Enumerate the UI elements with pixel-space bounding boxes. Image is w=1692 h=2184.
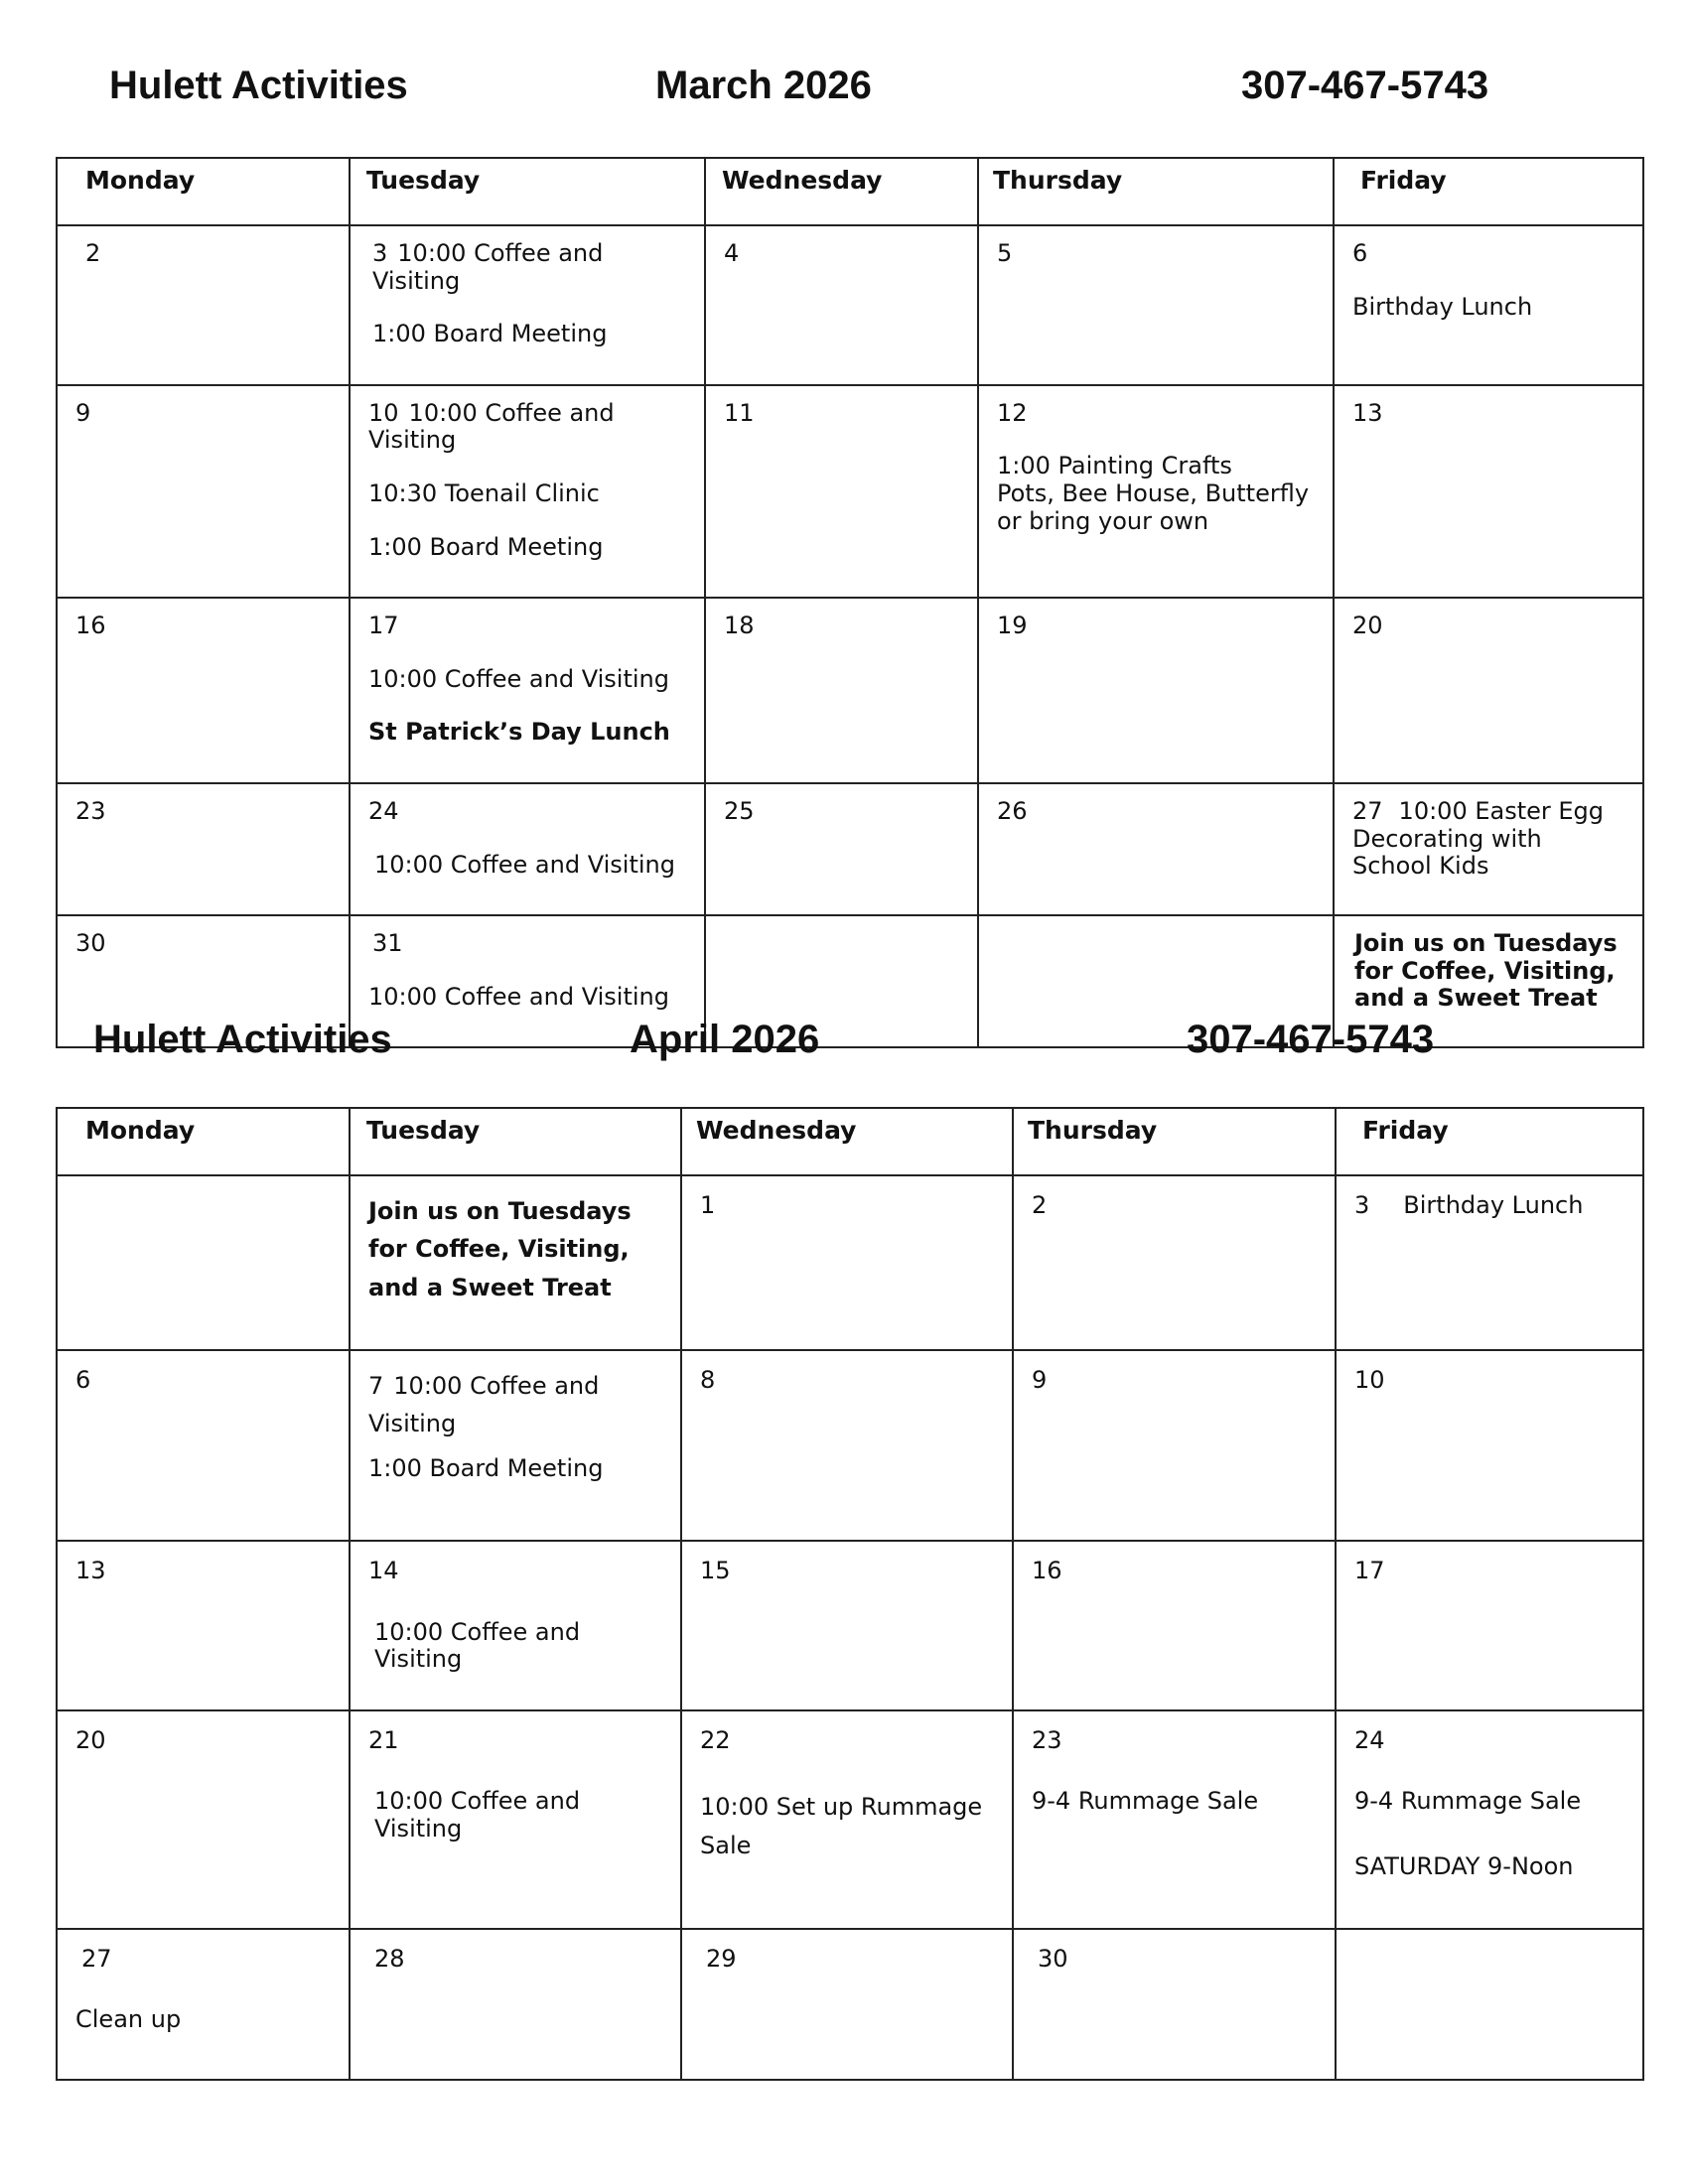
day-number: 25 — [724, 796, 755, 825]
april-weekday-header — [57, 1108, 1643, 1175]
weekly-note: Join us on Tuesdays for Coffee, Visiting, and a Sweet Treat — [368, 1197, 640, 1301]
day-cell — [681, 1929, 1013, 2080]
day-number: 27 — [81, 1944, 112, 1973]
event-text: 9-4 Rummage Sale — [1032, 1787, 1259, 1816]
march-org-title: Hulett Activities — [109, 64, 408, 107]
day-cell — [978, 385, 1334, 598]
day-cell — [350, 225, 705, 385]
weekday-wednesday: Wednesday — [705, 158, 978, 225]
event-text: 1:00 Board Meeting — [372, 320, 608, 348]
april-week-2 — [57, 1350, 1643, 1541]
event-text: 10:00 Coffee and Visiting — [374, 850, 675, 879]
weekday-monday: Monday — [57, 1108, 350, 1175]
day-cell — [1336, 1541, 1643, 1710]
april-week-3 — [57, 1541, 1643, 1710]
day-number: 20 — [75, 1725, 106, 1754]
day-cell — [705, 598, 978, 783]
event-text: Clean up — [75, 2005, 182, 2034]
day-number: 5 — [997, 239, 1013, 267]
event-text: Birthday Lunch — [1403, 1191, 1584, 1219]
day-cell — [1013, 1929, 1336, 2080]
day-cell — [705, 225, 978, 385]
day-number: 10 — [368, 398, 399, 427]
day-number: 10 — [1354, 1366, 1385, 1394]
day-cell — [1334, 225, 1643, 385]
day-number: 15 — [700, 1557, 731, 1584]
day-number: 6 — [1352, 239, 1368, 267]
day-cell — [57, 1541, 350, 1710]
event-detail: Pots, Bee House, Butterfly or bring your own — [997, 478, 1317, 535]
day-number: 7 — [368, 1372, 384, 1400]
day-cell — [57, 783, 350, 915]
day-cell — [1334, 598, 1643, 783]
day-number: 24 — [1354, 1725, 1385, 1754]
day-number: 29 — [706, 1944, 737, 1973]
day-number: 1 — [700, 1191, 716, 1219]
event-text: 1:00 Board Meeting — [368, 1453, 604, 1482]
day-number: 18 — [724, 612, 755, 640]
day-cell — [1013, 1710, 1336, 1929]
weekday-wednesday: Wednesday — [681, 1108, 1013, 1175]
event-text: 10:00 Coffee and Visiting — [372, 239, 612, 295]
day-cell — [350, 1710, 681, 1929]
day-number: 3 — [372, 239, 388, 267]
day-number: 16 — [1032, 1557, 1062, 1584]
weekday-friday: Friday — [1336, 1108, 1643, 1175]
day-cell — [978, 225, 1334, 385]
day-number: 13 — [1352, 398, 1383, 427]
march-week-3 — [57, 598, 1643, 783]
event-text: 10:00 Easter Egg Decorating with School Kids — [1352, 796, 1612, 881]
march-weekday-header — [57, 158, 1643, 225]
day-number: 4 — [724, 239, 740, 267]
april-week-5 — [57, 1929, 1643, 2080]
day-cell — [1013, 1350, 1336, 1541]
day-cell — [350, 598, 705, 783]
event-title: 1:00 Painting Crafts — [997, 452, 1232, 480]
day-number: 20 — [1352, 612, 1383, 640]
day-cell — [350, 1929, 681, 2080]
empty-cell — [1336, 1929, 1643, 2080]
event-text: 9-4 Rummage Sale — [1354, 1787, 1582, 1816]
day-cell — [57, 385, 350, 598]
day-number: 8 — [700, 1366, 716, 1394]
day-number: 22 — [700, 1725, 731, 1754]
day-number: 19 — [997, 612, 1028, 640]
event-text: Birthday Lunch — [1352, 292, 1533, 321]
march-calendar — [56, 157, 1644, 1048]
day-number: 2 — [1032, 1191, 1048, 1219]
event-text: 10:00 Coffee and Visiting — [368, 1372, 608, 1438]
event-text: 1:00 Board Meeting — [368, 532, 604, 561]
day-number: 2 — [85, 239, 101, 267]
day-number: 11 — [724, 398, 755, 427]
april-week-1 — [57, 1175, 1643, 1350]
event-text: 10:30 Toenail Clinic — [368, 478, 600, 507]
april-week-4 — [57, 1710, 1643, 1929]
event-text: 10:00 Coffee and Visiting — [374, 1787, 588, 1843]
day-cell — [1336, 1175, 1643, 1350]
day-cell — [1334, 385, 1643, 598]
april-calendar — [56, 1107, 1644, 2081]
weekday-tuesday: Tuesday — [350, 158, 705, 225]
day-cell — [57, 225, 350, 385]
event-text: 10:00 Coffee and Visiting — [368, 398, 623, 455]
march-month-title: March 2026 — [655, 64, 872, 107]
day-number: 17 — [1354, 1557, 1385, 1584]
day-cell — [978, 598, 1334, 783]
empty-cell — [57, 1175, 350, 1350]
day-cell — [350, 1175, 681, 1350]
weekday-monday: Monday — [57, 158, 350, 225]
april-phone: 307-467-5743 — [1187, 1018, 1435, 1061]
day-number: 3 — [1354, 1191, 1370, 1219]
day-cell — [57, 598, 350, 783]
event-text: 10:00 Set up Rummage Sale — [700, 1793, 990, 1859]
day-cell — [681, 1175, 1013, 1350]
april-month-title: April 2026 — [630, 1018, 820, 1061]
day-cell — [705, 783, 978, 915]
march-phone: 307-467-5743 — [1241, 64, 1489, 107]
day-number: 31 — [372, 929, 403, 958]
day-number: 9 — [1032, 1366, 1048, 1394]
day-cell — [350, 783, 705, 915]
day-cell — [1336, 1710, 1643, 1929]
day-cell — [350, 1541, 681, 1710]
weekday-friday: Friday — [1334, 158, 1643, 225]
day-cell — [1334, 783, 1643, 915]
day-cell — [57, 1929, 350, 2080]
day-number: 21 — [368, 1725, 399, 1754]
day-number: 14 — [368, 1557, 399, 1584]
event-text: 10:00 Coffee and Visiting — [368, 664, 669, 693]
day-cell — [705, 385, 978, 598]
day-number: 27 — [1352, 796, 1383, 825]
day-cell — [350, 385, 705, 598]
day-number: 6 — [75, 1366, 91, 1394]
event-text: SATURDAY 9-Noon — [1354, 1851, 1574, 1880]
april-org-title: Hulett Activities — [93, 1018, 392, 1061]
day-cell — [350, 1350, 681, 1541]
day-number: 16 — [75, 612, 106, 640]
event-text: St Patrick’s Day Lunch — [368, 718, 670, 747]
march-week-4 — [57, 783, 1643, 915]
day-number: 23 — [1032, 1725, 1062, 1754]
weekly-note: Join us on Tuesdays for Coffee, Visiting, and a Sweet Treat — [1354, 929, 1626, 1013]
day-number: 23 — [75, 796, 106, 825]
march-week-1 — [57, 225, 1643, 385]
day-cell — [1013, 1541, 1336, 1710]
weekday-thursday: Thursday — [978, 158, 1334, 225]
day-number: 28 — [374, 1944, 405, 1973]
day-cell — [1336, 1350, 1643, 1541]
day-number: 30 — [1038, 1944, 1068, 1973]
weekday-tuesday: Tuesday — [350, 1108, 681, 1175]
day-number: 9 — [75, 398, 91, 427]
day-cell — [1013, 1175, 1336, 1350]
day-number: 24 — [368, 796, 399, 825]
march-week-2 — [57, 385, 1643, 598]
weekday-thursday: Thursday — [1013, 1108, 1336, 1175]
event-text: 10:00 Coffee and Visiting — [374, 1617, 588, 1674]
day-cell — [57, 1710, 350, 1929]
event-text: 10:00 Coffee and Visiting — [368, 982, 669, 1011]
day-cell — [681, 1710, 1013, 1929]
day-cell — [681, 1350, 1013, 1541]
day-cell — [57, 1350, 350, 1541]
day-cell — [681, 1541, 1013, 1710]
day-number: 12 — [997, 398, 1028, 427]
day-number: 17 — [368, 612, 399, 640]
day-number: 30 — [75, 929, 106, 958]
day-cell — [978, 783, 1334, 915]
day-number: 13 — [75, 1557, 106, 1584]
day-number: 26 — [997, 796, 1028, 825]
